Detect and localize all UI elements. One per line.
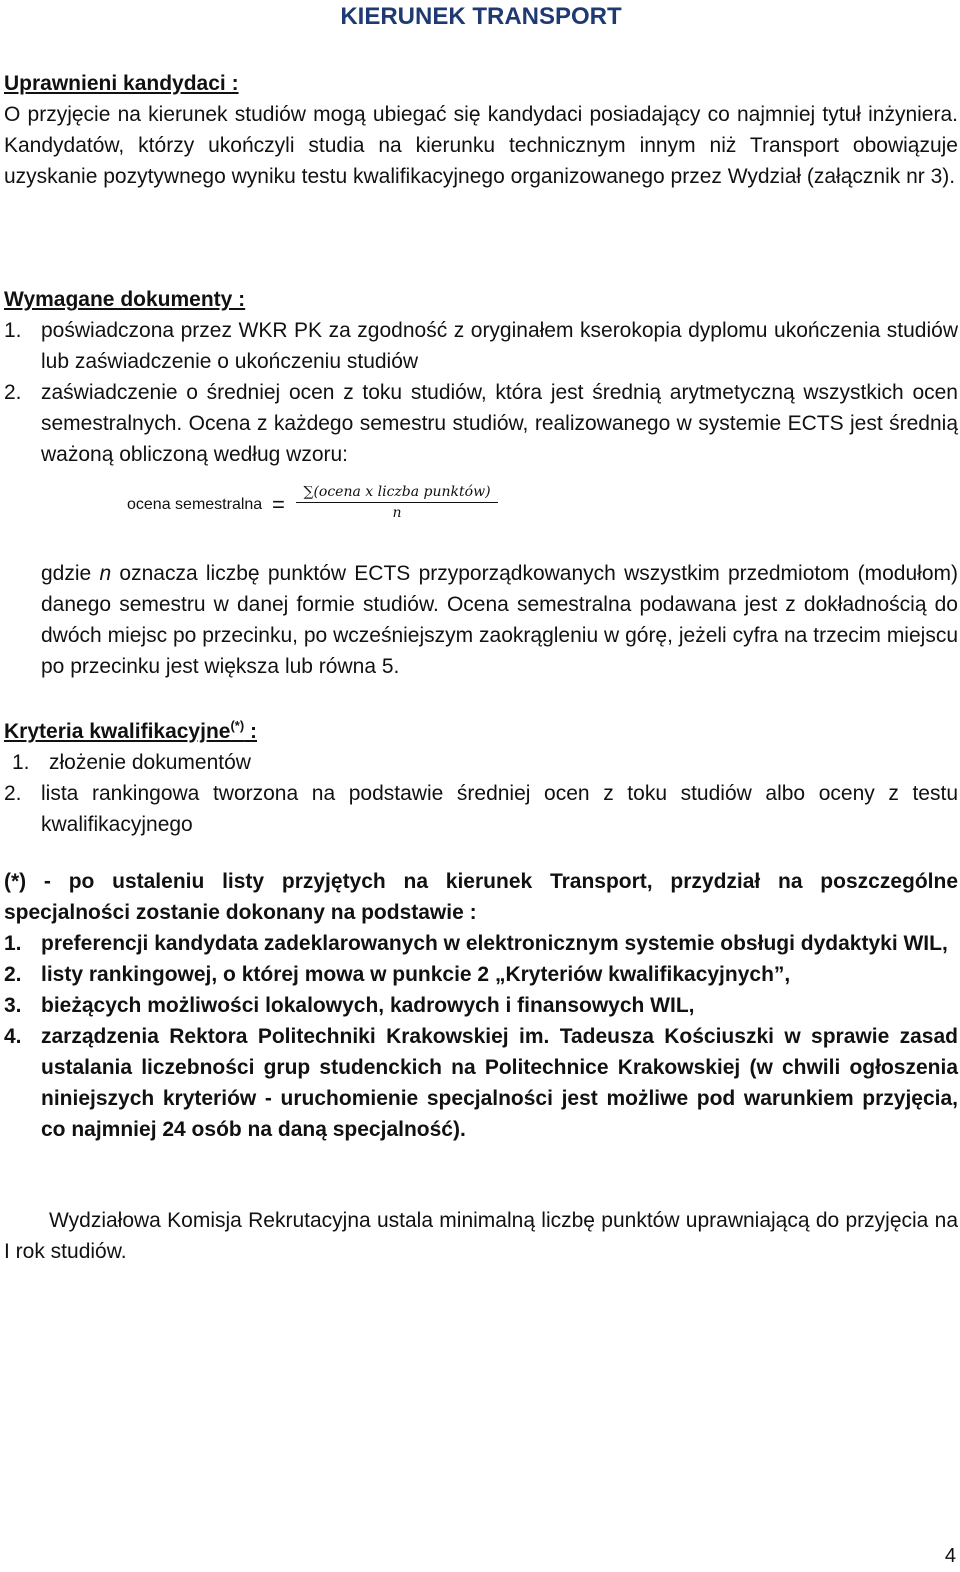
documents-list (4, 315, 958, 470)
list-number: 2. (4, 963, 22, 986)
criteria-heading (4, 710, 958, 747)
formula-numerator: ∑(ocena x liczba punktów) (296, 484, 498, 503)
list-text: listy rankingowej, o której mowa w punkcie 2 „Kryteriów kwalifikacyjnych”, (41, 963, 791, 986)
list-text: zaświadczenie o średniej ocen z toku studiów, która jest średnią arytmetyczną wszystkich ocen semestralnych. Ocena z każdego semestru studiów, realizowanego w systemie ECTS jest średnią ważoną obliczoną według wzoru: (41, 381, 958, 466)
explanation-pre: gdzie (41, 562, 100, 585)
criteria-heading-suffix: : (244, 720, 258, 743)
list-text: zarządzenia Rektora Politechniki Krakowskiej im. Tadeusza Kościuszki w sprawie zasad ustalania liczebności grup studenckich na Politechnice Krakowskiej (w chwili ogłoszenia niniejszych kryteriów - uruchomienie specjalności jest możliwe pod warunkiem przyjęcia, co najmniej 24 osób na daną specjalność). (41, 1025, 958, 1141)
eligible-heading: Uprawnieni kandydaci : (4, 72, 239, 95)
list-number: 3. (4, 994, 22, 1017)
note-intro: (*) - po ustaleniu listy przyjętych na kierunek Transport, przydział na poszczególne specjalności zostanie dokonany na podstawie : (4, 870, 958, 924)
formula-fraction (296, 484, 498, 521)
explanation-variable: n (99, 562, 112, 585)
list-text: złożenie dokumentów (49, 751, 251, 774)
page-title: KIERUNEK TRANSPORT (340, 3, 622, 30)
criteria-heading-text: Kryteria kwalifikacyjne (4, 720, 231, 743)
list-number: 1. (4, 932, 22, 955)
closing-section (4, 1205, 958, 1267)
list-item (4, 990, 958, 1021)
list-number: 1. (12, 751, 30, 774)
specialization-note (4, 866, 958, 1145)
list-number: 2. (4, 381, 22, 404)
list-item (4, 747, 958, 778)
eligible-section (4, 68, 958, 192)
page-number: 4 (944, 1545, 956, 1567)
documents-section (4, 284, 958, 682)
note-list (4, 928, 958, 1145)
formula-lhs: ocena semestralna (127, 496, 263, 513)
list-item (4, 959, 958, 990)
criteria-heading-footnote: (*) (230, 718, 245, 733)
document-page (4, 0, 958, 1263)
list-item (4, 778, 958, 840)
list-item (4, 928, 958, 959)
grade-formula (4, 484, 958, 542)
list-item (4, 1021, 958, 1145)
formula-explanation (4, 558, 958, 682)
formula-equals: = (272, 492, 285, 517)
list-item (4, 377, 958, 470)
list-number: 1. (4, 319, 22, 342)
formula-denominator: n (392, 505, 402, 521)
list-text: preferencji kandydata zadeklarowanych w elektronicznym systemie obsługi dydaktyki WIL, (41, 932, 948, 955)
list-number: 4. (4, 1025, 22, 1048)
closing-text: Wydziałowa Komisja Rekrutacyjna ustala minimalną liczbę punktów uprawniającą do przyjęcia na I rok studiów. (4, 1209, 958, 1263)
list-text: bieżących możliwości lokalowych, kadrowych i finansowych WIL, (41, 994, 695, 1017)
documents-heading: Wymagane dokumenty : (4, 288, 246, 311)
eligible-text: O przyjęcie na kierunek studiów mogą ubiegać się kandydaci posiadający co najmniej tytuł inżyniera. Kandydatów, którzy ukończyli studia na kierunku technicznym innym niż Transport obowiązuje uzyskanie pozytywnego wyniku testu kwalifikacyjnego organizowanego przez Wydział (załącznik nr 3). (4, 103, 958, 188)
list-item (4, 315, 958, 377)
list-text: poświadczona przez WKR PK za zgodność z oryginałem kserokopia dyplomu ukończenia studiów lub zaświadczenie o ukończeniu studiów (41, 319, 958, 373)
criteria-section (4, 710, 958, 840)
list-text: lista rankingowa tworzona na podstawie średniej ocen z toku studiów albo oceny z testu kwalifikacyjnego (41, 782, 958, 836)
explanation-post: oznacza liczbę punktów ECTS przyporządkowanych wszystkim przedmiotom (modułom) danego semestru w danej formie studiów. Ocena semestralna podawana jest z dokładnością do dwóch miejsc po przecinku, po wcześniejszym zaokrągleniu w górę, jeżeli cyfra na trzecim miejscu po przecinku jest większa lub równa 5. (41, 562, 958, 678)
list-number: 2. (4, 782, 22, 805)
criteria-list (4, 747, 958, 840)
